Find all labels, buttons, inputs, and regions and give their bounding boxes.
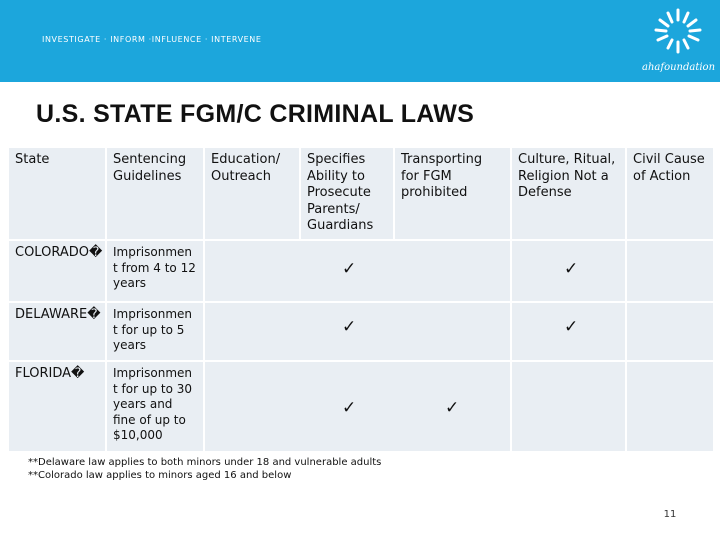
header-banner xyxy=(0,0,720,82)
row-florida-right xyxy=(511,361,626,452)
header-culture: Culture, Ritual, Religion Not a Defense xyxy=(511,147,626,240)
logo xyxy=(642,6,714,76)
header-state: State xyxy=(8,147,106,240)
row-colorado-right xyxy=(511,240,626,302)
page-number: 11 xyxy=(663,509,677,520)
footnote-delaware: **Delaware law applies to both minors under 18 and vulnerable adults xyxy=(28,457,382,468)
row-florida-state: FLORIDA� xyxy=(8,361,106,452)
check-icon: ✓ xyxy=(445,398,460,418)
row-delaware-right xyxy=(511,302,626,361)
logo-text: ahafoundation xyxy=(642,62,716,73)
check-icon: ✓ xyxy=(564,317,579,337)
row-colorado-sentencing: Imprisonmen t from 4 to 12 years xyxy=(106,240,204,302)
row-florida-sentencing: Imprisonmen t for up to 30 years and fine of up to $10,000 xyxy=(106,361,204,452)
row-colorado-middle xyxy=(204,240,511,302)
row-delaware-state: DELAWARE� xyxy=(8,302,106,361)
laws-table xyxy=(8,147,714,452)
row-florida-middle xyxy=(204,361,511,452)
header-education: Education/ Outreach xyxy=(204,147,300,240)
tagline: INVESTIGATE · INFORM ·INFLUENCE · INTERVENE xyxy=(42,35,262,44)
row-florida-civil xyxy=(626,361,714,452)
row-delaware-civil xyxy=(626,302,714,361)
row-colorado-civil xyxy=(626,240,714,302)
header-transporting: Transporting for FGM prohibited xyxy=(394,147,511,240)
row-colorado-state: COLORADO� xyxy=(8,240,106,302)
row-delaware-middle xyxy=(204,302,511,361)
header-sentencing: Sentencing Guidelines xyxy=(106,147,204,240)
page-title: U.S. STATE FGM/C CRIMINAL LAWS xyxy=(36,100,475,128)
header-specifies: Specifies Ability to Prosecute Parents/ Guardians xyxy=(300,147,394,240)
sunburst-icon xyxy=(642,6,714,62)
check-icon: ✓ xyxy=(564,259,579,279)
header-civil: Civil Cause of Action xyxy=(626,147,714,240)
check-icon: ✓ xyxy=(342,317,357,337)
row-delaware-sentencing: Imprisonmen t for up to 5 years xyxy=(106,302,204,361)
check-icon: ✓ xyxy=(342,398,357,418)
footnote-colorado: **Colorado law applies to minors aged 16 and below xyxy=(28,470,292,481)
check-icon: ✓ xyxy=(342,259,357,279)
